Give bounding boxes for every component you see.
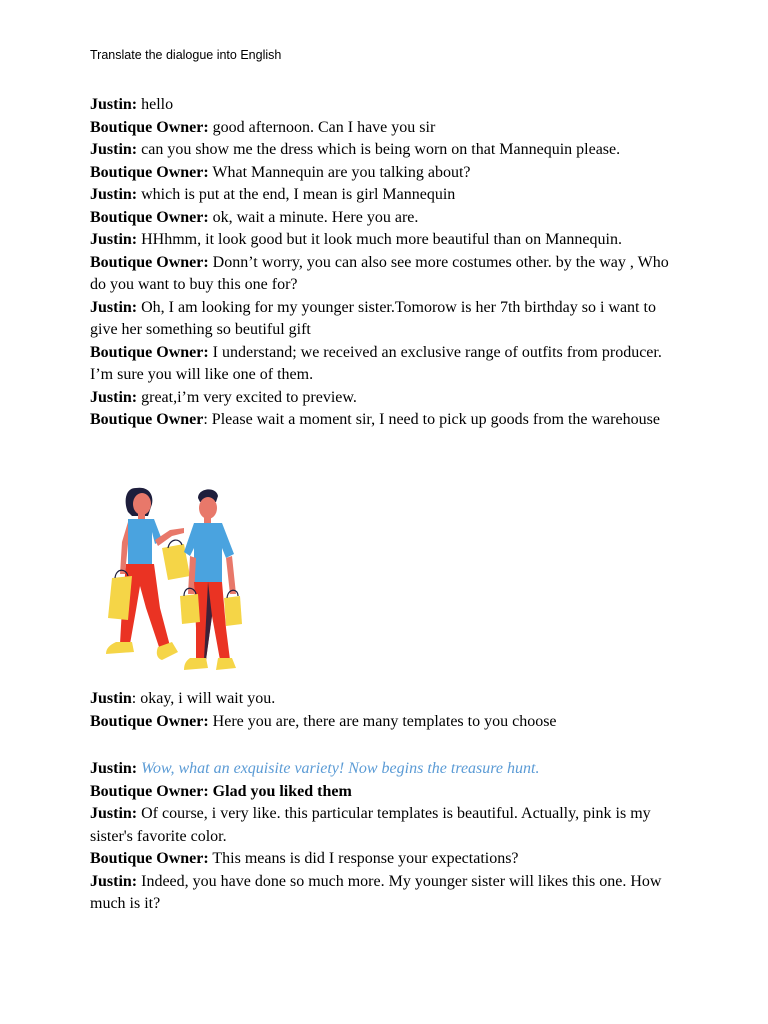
dialogue-part-3 [90,758,680,916]
dialogue-line [90,848,680,871]
line-text: which is put at the end, I mean is girl Mannequin [137,186,456,203]
speaker-label: Justin: [90,805,138,822]
woman-figure-icon [106,488,190,660]
instruction-text: Translate the dialogue into English [90,48,282,62]
line-text: hello [137,96,174,113]
dialogue-line [90,409,680,432]
speaker-label: Boutique Owner: [90,850,209,867]
line-text: What Mannequin are you talking about? [208,163,471,181]
speaker-label: Justin: [90,231,138,248]
line-text: ok, wait a minute. Here you are. [208,208,419,226]
line-text-bold: : Glad you liked them [203,782,352,800]
line-text: can you show me the dress which is being worn on that Mannequin please. [137,141,621,158]
dialogue-line [90,758,680,781]
speaker-label: Boutique Owner: [90,208,209,226]
dialogue-line [90,139,680,162]
shopping-people-illustration [98,482,248,676]
speaker-label: Boutique Owner: [90,712,209,730]
line-text: great,i’m very excited to preview. [137,388,357,406]
speaker-label: Boutique Owner: [90,163,209,181]
speaker-label: Justin: [90,760,138,777]
man-figure-icon [180,489,242,670]
dialogue-line [90,94,680,117]
speaker-label: Boutique Owner: [90,253,209,271]
line-text: Of course, i very like. this particular templates is beautiful. Actually, pink is my sister's favorite color. [90,805,651,845]
line-text: good afternoon. Can I have you sir [208,118,436,136]
dialogue-line [90,297,680,342]
dialogue-line [90,117,680,140]
line-text: Indeed, you have done so much more. My younger sister will likes this one. How much is it? [90,872,662,912]
speaker-label: Justin: [90,141,138,158]
speaker-label: Boutique Owner [90,782,204,800]
dialogue-line [90,871,680,916]
dialogue-line [90,711,680,734]
speaker-label: Boutique Owner: [90,118,209,136]
dialogue-line [90,252,680,297]
dialogue-line [90,207,680,230]
speaker-label: Justin: [90,96,138,113]
dialogue-line [90,162,680,185]
line-text: I understand; we received an exclusive range of outfits from producer. I’m sure you will like one of them. [90,343,662,383]
dialogue-line [90,229,680,252]
line-text: : Please wait a moment sir, I need to pick up goods from the warehouse [203,411,660,428]
speaker-label: Justin: [90,186,138,203]
dialogue-line [90,688,680,711]
speaker-label: Boutique Owner [90,411,204,428]
dialogue-part-2 [90,688,680,733]
line-text: HHhmm, it look good but it look much more beautiful than on Mannequin. [137,231,622,248]
speaker-label: Justin [90,690,132,707]
line-text-highlighted: Wow, what an exquisite variety! Now begins the treasure hunt. [137,760,540,777]
speaker-label: Justin: [90,388,138,406]
dialogue-line [90,184,680,207]
speaker-label: Justin: [90,872,138,890]
line-text: This means is did I response your expectations? [208,850,519,867]
line-text: Here you are, there are many templates to you choose [208,712,557,730]
dialogue-line [90,342,680,387]
dialogue-part-1 [90,94,680,432]
dialogue-line [90,781,680,804]
line-text: Donn’t worry, you can also see more costumes other. by the way , Who do you want to buy this one for? [90,253,669,293]
line-text: Oh, I am looking for my younger sister.Tomorow is her 7th birthday so i want to give her something so beutiful gift [90,298,656,338]
speaker-label: Justin: [90,298,138,316]
speaker-label: Boutique Owner: [90,343,209,361]
line-text: : okay, i will wait you. [131,690,276,707]
dialogue-line [90,387,680,410]
dialogue-line [90,803,680,848]
